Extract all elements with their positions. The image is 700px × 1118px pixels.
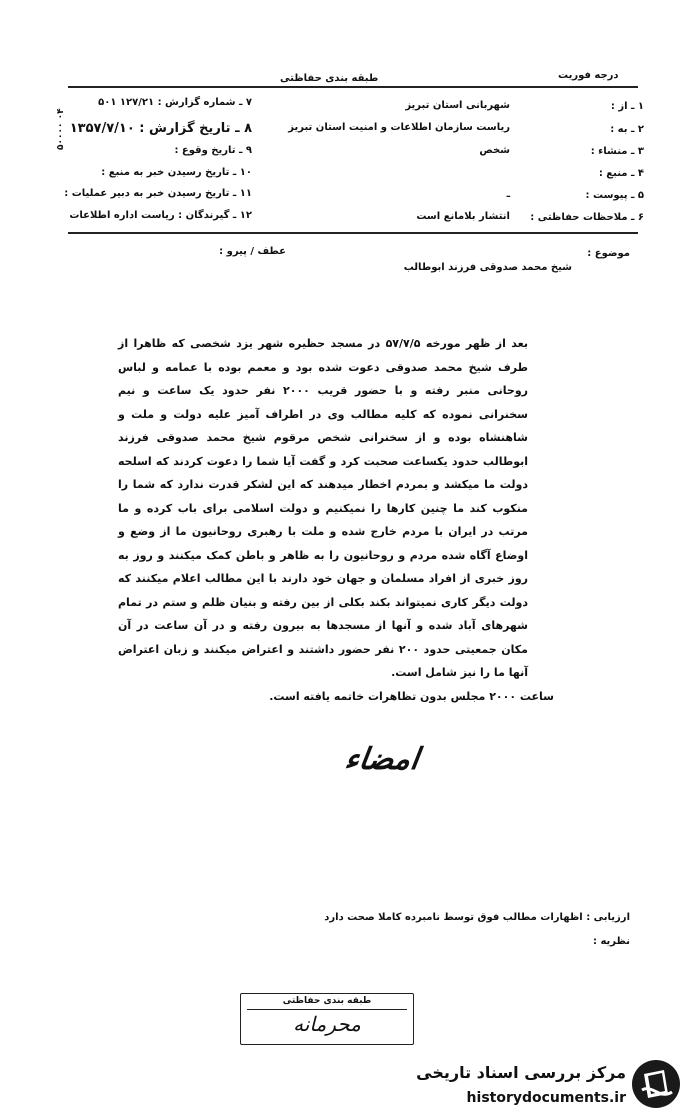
subject-label: موضوع :	[587, 248, 630, 259]
attachment-label: ۵ ـ پیوست :	[585, 190, 644, 201]
origin-value: شخص	[479, 145, 510, 156]
to-value: ریاست سازمان اطلاعات و امنیت استان تبریز	[288, 122, 510, 133]
security-notes-label: ۶ ـ ملاحظات حفاظتی :	[530, 212, 644, 223]
from-value: شهربانی استان تبریز	[405, 100, 510, 111]
source-receipt-date: ۱۰ ـ تاریخ رسیدن خبر به منبع :	[101, 167, 252, 178]
closing-line: ساعت ۲۰۰۰ مجلس بدون تظاهرات خاتمه یافته است.	[269, 690, 554, 703]
operations-receipt-date: ۱۱ ـ تاریخ رسیدن خبر به دبیر عملیات :	[64, 188, 252, 199]
source-label: ۴ ـ منبع :	[598, 168, 644, 179]
archive-url[interactable]: historydocuments.ir	[466, 1090, 626, 1106]
security-notes-value: انتشار بلامانع است	[416, 211, 510, 222]
header-bottom-rule	[68, 232, 638, 234]
stamp-value: محرمانه	[293, 1012, 361, 1036]
report-number: ۷ ـ شماره گزارش : ۱۲۷/۲۱ ۵۰۱	[98, 97, 252, 108]
origin-label: ۳ ـ منشاء :	[590, 146, 644, 157]
report-date: ۸ ـ تاریخ گزارش : ۱۳۵۷/۷/۱۰	[69, 121, 252, 136]
side-code: ۵۰۰۰۰ ۰۴	[56, 108, 66, 150]
header-top-rule	[68, 86, 638, 88]
urgency-title: درجه فوریت	[558, 70, 619, 81]
signature: امضاء	[342, 742, 422, 777]
opinion-label: نظریه :	[592, 936, 630, 947]
occurrence-date: ۹ ـ تاریخ وقوع :	[174, 145, 252, 156]
archive-name: مرکز بررسی اسناد تاریخی	[416, 1063, 626, 1082]
evaluation-line: ارزیابی : اظهارات مطالب فوق توسط نامبرده کاملا صحت دارد	[324, 912, 630, 923]
report-body	[118, 332, 528, 685]
to-label: ۲ ـ به :	[610, 124, 644, 135]
stamp-title: طبقه بندی حفاظتی	[282, 996, 372, 1006]
classification-title: طبقه بندی حفاظتی	[280, 73, 379, 84]
archive-logo-icon	[630, 1058, 682, 1110]
from-label: ۱ ـ از :	[610, 101, 644, 112]
attachment-value: ـ	[506, 189, 510, 200]
reference-line: عطف / پیرو :	[219, 246, 286, 257]
recipients: ۱۲ ـ گیرندگان : ریاست اداره اطلاعات	[69, 210, 252, 221]
classification-stamp	[240, 993, 414, 1045]
subject-text: شیخ محمد صدوقی فرزند ابوطالب	[403, 262, 572, 273]
report-paragraph: بعد از ظهر مورخه ۵۷/۷/۵ در مسجد حظیره شهر یزد شخصی که ظاهرا از طرف شیخ محمد صدوقی دعوت شده بود و معمم بوده با عمامه و لباس روحانی منبر رفته و با حضور قریب ۲۰۰۰ نفر حدود یک ساعت و نیم سخنرانی نموده که کلیه مطالب وی در اطراف آمیز علیه دولت و ملت و شاهنشاه بوده و از سخنرانی شخص مرقوم شیخ محمد صدوقی فرزند ابوطالب حدود یکساعت صحبت کرد و گفت آیا شما را دعوت کردند که اسلحه دولت ما میکشد و بمردم اخطار میدهند که این لشکر قدرت ندارد که شما را منکوب کند ما چنین کارها را نمیکنیم و دولت اسلامی برای باب کرده و ما مرتب در ایران با مردم خارج شده و ملت با رهبری روحانیون ما از وضع و اوضاع آگاه شده مردم و روحانیون را به ظاهر و باطن کمک میکنند و روز به روز خبری از افراد مسلمان و جهان خود دارند با این مطالب اعلام میکنند که دولت دیگر کاری نمیتواند بکند بکلی از بین رفته و بنیان ظلم و ستم در تمام شهرهای آباد شده و آنها از مسجدها به بیرون رفته و در آن ساعت در آن مکان جمعیتی حدود ۲۰۰ نفر حضور داشتند و اعتراض میکنند و زبان اعتراض آنها ما را نیز شامل است.	[118, 337, 529, 679]
